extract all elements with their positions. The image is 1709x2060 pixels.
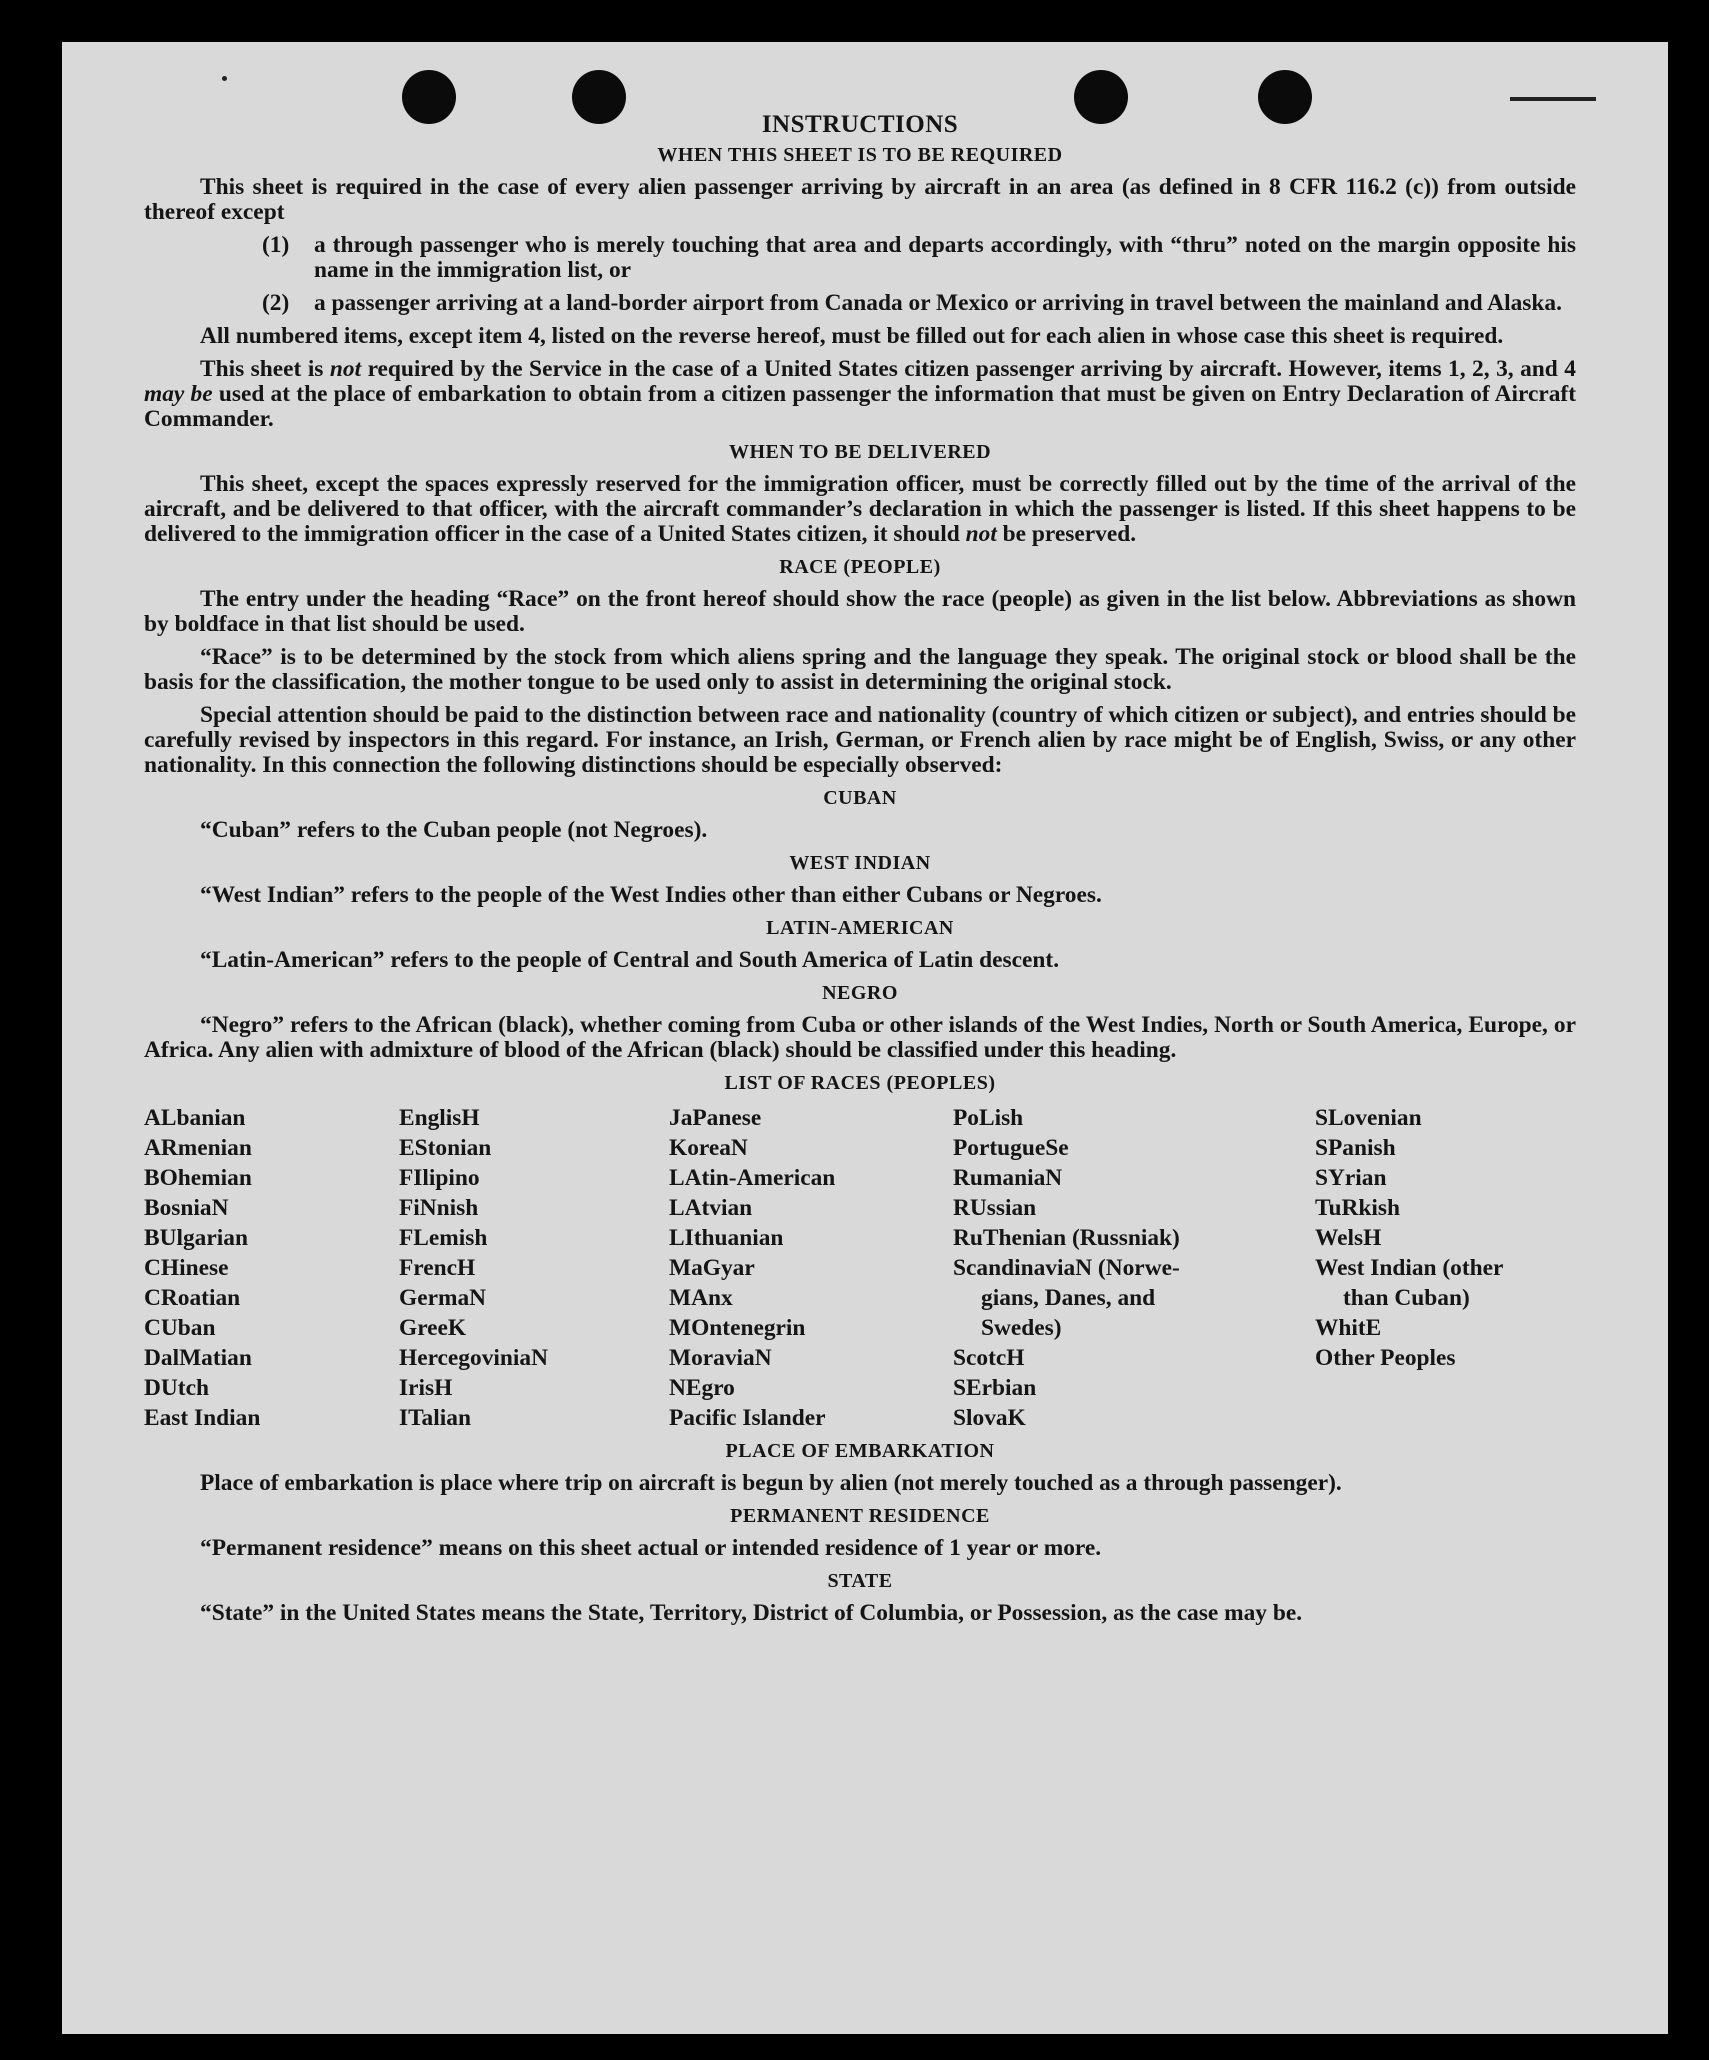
race-entry: RuThenian (Russniak) bbox=[953, 1225, 1180, 1251]
race-entry: SPanish bbox=[1315, 1135, 1396, 1161]
race-entry: gians, Danes, and bbox=[981, 1285, 1156, 1311]
race-entry: NEgro bbox=[669, 1375, 735, 1401]
race-column bbox=[1315, 1103, 1575, 1433]
race-entry: PoLish bbox=[953, 1105, 1024, 1131]
race-entry: EStonian bbox=[399, 1135, 492, 1161]
race-entry: BosniaN bbox=[144, 1195, 229, 1221]
race-entry: DalMatian bbox=[144, 1345, 252, 1371]
item-number: (2) bbox=[262, 290, 290, 316]
race-entry: IrisH bbox=[399, 1375, 453, 1401]
race-entry: SErbian bbox=[953, 1375, 1037, 1401]
page-title: INSTRUCTIONS bbox=[761, 111, 959, 138]
race-entry: ScotcH bbox=[953, 1345, 1025, 1371]
race-entry: KoreaN bbox=[669, 1135, 748, 1161]
race-entry: CHinese bbox=[144, 1255, 229, 1281]
race-entry: Pacific Islander bbox=[669, 1405, 826, 1431]
italic-text: may be bbox=[144, 381, 213, 407]
race-entry: than Cuban) bbox=[1343, 1285, 1470, 1311]
race-column bbox=[399, 1103, 669, 1433]
race-column bbox=[953, 1103, 1315, 1433]
race-entry: RumaniaN bbox=[953, 1165, 1063, 1191]
race-entry: MAnx bbox=[669, 1285, 733, 1311]
text-run: be preserved. bbox=[1002, 521, 1137, 547]
race-entry: East Indian bbox=[144, 1405, 261, 1431]
race-entry: JaPanese bbox=[669, 1105, 762, 1131]
paragraph: “Race” is to be determined by the stock from which aliens spring and the language they speak. The original stock or blood shall be the basis for the classification, the mother tongue to be used only to assist in determining the original stock. bbox=[144, 644, 1576, 695]
paragraph: This sheet is required in the case of every alien passenger arriving by aircraft in an area (as defined in 8 CFR 116.2 (c)) from outside thereof except bbox=[144, 174, 1576, 225]
section-heading: WEST INDIAN bbox=[789, 852, 931, 874]
race-entry: DUtch bbox=[144, 1375, 209, 1401]
race-list bbox=[144, 1103, 1576, 1433]
paragraph: “State” in the United States means the State, Territory, District of Columbia, or Possession, as the case may be. bbox=[200, 1600, 1303, 1626]
race-entry: MOntenegrin bbox=[669, 1315, 806, 1341]
paragraph: “West Indian” refers to the people of the West Indies other than either Cubans or Negroes. bbox=[200, 882, 1102, 908]
race-entry: FIlipino bbox=[399, 1165, 480, 1191]
item-number: (1) bbox=[262, 232, 290, 258]
race-entry: WelsH bbox=[1315, 1225, 1382, 1251]
paragraph: Place of embarkation is place where trip on aircraft is begun by alien (not merely touched as a through passenger). bbox=[200, 1470, 1342, 1496]
section-heading: LIST OF RACES (PEOPLES) bbox=[724, 1072, 996, 1094]
section-heading: STATE bbox=[827, 1570, 893, 1592]
race-entry: SlovaK bbox=[953, 1405, 1026, 1431]
race-entry: HercegoviniaN bbox=[399, 1345, 548, 1371]
race-entry: Other Peoples bbox=[1315, 1345, 1456, 1371]
race-entry: FLemish bbox=[399, 1225, 488, 1251]
text-run: This sheet is bbox=[200, 356, 324, 382]
race-entry: LIthuanian bbox=[669, 1225, 784, 1251]
race-entry: MoraviaN bbox=[669, 1345, 772, 1371]
section-heading: PERMANENT RESIDENCE bbox=[730, 1505, 990, 1527]
race-entry: FiNnish bbox=[399, 1195, 479, 1221]
race-entry: SLovenian bbox=[1315, 1105, 1422, 1131]
text-run: used at the place of embarkation to obtain from a citizen passenger the information that must be given on Entry Declaration of Aircraft Commander. bbox=[144, 381, 1576, 432]
race-entry: WhitE bbox=[1315, 1315, 1382, 1341]
paragraph: “Negro” refers to the African (black), whether coming from Cuba or other islands of the West Indies, North or South America, Europe, or Africa. Any alien with admixture of blood of the African (black) should be classified under this heading. bbox=[144, 1012, 1576, 1063]
race-entry: CRoatian bbox=[144, 1285, 241, 1311]
race-entry: ALbanian bbox=[144, 1105, 246, 1131]
item-text: a passenger arriving at a land-border airport from Canada or Mexico or arriving in travel between the mainland and Alaska. bbox=[314, 290, 1562, 316]
italic-text: not bbox=[965, 521, 997, 547]
paragraph bbox=[144, 472, 1576, 547]
paragraph: Special attention should be paid to the distinction between race and nationality (country of which citizen or subject), and entries should be carefully revised by inspectors in this regard. For instance, an Irish, German, or French alien by race might be of English, Swiss, or any other nationality. In this connection the following distinctions should be especially observed: bbox=[144, 702, 1576, 778]
speck bbox=[222, 76, 227, 81]
race-entry: LAtin-American bbox=[669, 1165, 836, 1191]
list-item bbox=[262, 291, 1576, 316]
text-run: The entry under the heading “Race” on the front hereof should show the race (people) as given in the list below. Abbreviations as shown by bbox=[144, 586, 1576, 637]
section-heading: WHEN THIS SHEET IS TO BE REQUIRED bbox=[657, 144, 1063, 166]
section-heading: WHEN TO BE DELIVERED bbox=[728, 441, 992, 463]
race-entry: West Indian (other bbox=[1315, 1255, 1504, 1281]
race-entry: PortugueSe bbox=[953, 1135, 1069, 1161]
section-heading: RACE (PEOPLE) bbox=[779, 556, 941, 578]
race-entry: BOhemian bbox=[144, 1165, 252, 1191]
pen-mark bbox=[1510, 97, 1596, 101]
race-entry: BUlgarian bbox=[144, 1225, 248, 1251]
list-item bbox=[262, 233, 1576, 283]
paragraph: All numbered items, except item 4, listed on the reverse hereof, must be filled out for each alien in whose case this sheet is required. bbox=[200, 323, 1504, 349]
item-text: a through passenger who is merely touching that area and departs accordingly, with “thru” noted on the margin opposite his name in the immigration list, or bbox=[314, 232, 1576, 283]
text-run: required by the Service in the case of a United States citizen passenger arriving by aircraft. However, items 1, 2, 3, and 4 bbox=[367, 356, 1576, 382]
race-entry: RUssian bbox=[953, 1195, 1037, 1221]
race-column bbox=[144, 1103, 399, 1433]
section-heading: NEGRO bbox=[822, 982, 898, 1004]
italic-text: not bbox=[329, 356, 362, 382]
race-entry: SYrian bbox=[1315, 1165, 1387, 1191]
text-run: in that list should be used. bbox=[264, 611, 525, 637]
race-entry: MaGyar bbox=[669, 1255, 755, 1281]
race-entry: GermaN bbox=[399, 1285, 487, 1311]
race-entry: GreeK bbox=[399, 1315, 467, 1341]
paragraph bbox=[144, 587, 1576, 637]
section-heading: LATIN-AMERICAN bbox=[766, 917, 954, 939]
race-entry: ARmenian bbox=[144, 1135, 252, 1161]
race-entry: Swedes) bbox=[981, 1315, 1062, 1341]
bold-text: boldface bbox=[174, 611, 260, 637]
race-column bbox=[669, 1103, 953, 1433]
race-entry: EnglisH bbox=[399, 1105, 480, 1131]
paragraph: “Cuban” refers to the Cuban people (not Negroes). bbox=[200, 817, 708, 843]
race-entry: ScandinaviaN (Norwe- bbox=[953, 1255, 1180, 1281]
race-entry: FrencH bbox=[399, 1255, 476, 1281]
section-heading: CUBAN bbox=[823, 787, 897, 809]
paragraph: “Latin-American” refers to the people of Central and South America of Latin descent. bbox=[200, 947, 1060, 973]
paragraph bbox=[144, 357, 1576, 432]
race-entry: LAtvian bbox=[669, 1195, 753, 1221]
instructions-body bbox=[144, 112, 1576, 1634]
text-run: This sheet, except the spaces expressly reserved for the immigration officer, must be correctly filled out by the time of the arrival of the aircraft, and be delivered to that officer, with the aircraft commander’s declaration in which the passenger is listed. If this sheet happens to be delivered to the immigration officer in the case of a United States citizen, it should bbox=[144, 471, 1576, 547]
race-entry: ITalian bbox=[399, 1405, 471, 1431]
document-page bbox=[62, 42, 1668, 2034]
paragraph: “Permanent residence” means on this sheet actual or intended residence of 1 year or more. bbox=[200, 1535, 1102, 1561]
race-entry: TuRkish bbox=[1315, 1195, 1400, 1221]
section-heading: PLACE OF EMBARKATION bbox=[725, 1440, 995, 1462]
race-entry: CUban bbox=[144, 1315, 216, 1341]
